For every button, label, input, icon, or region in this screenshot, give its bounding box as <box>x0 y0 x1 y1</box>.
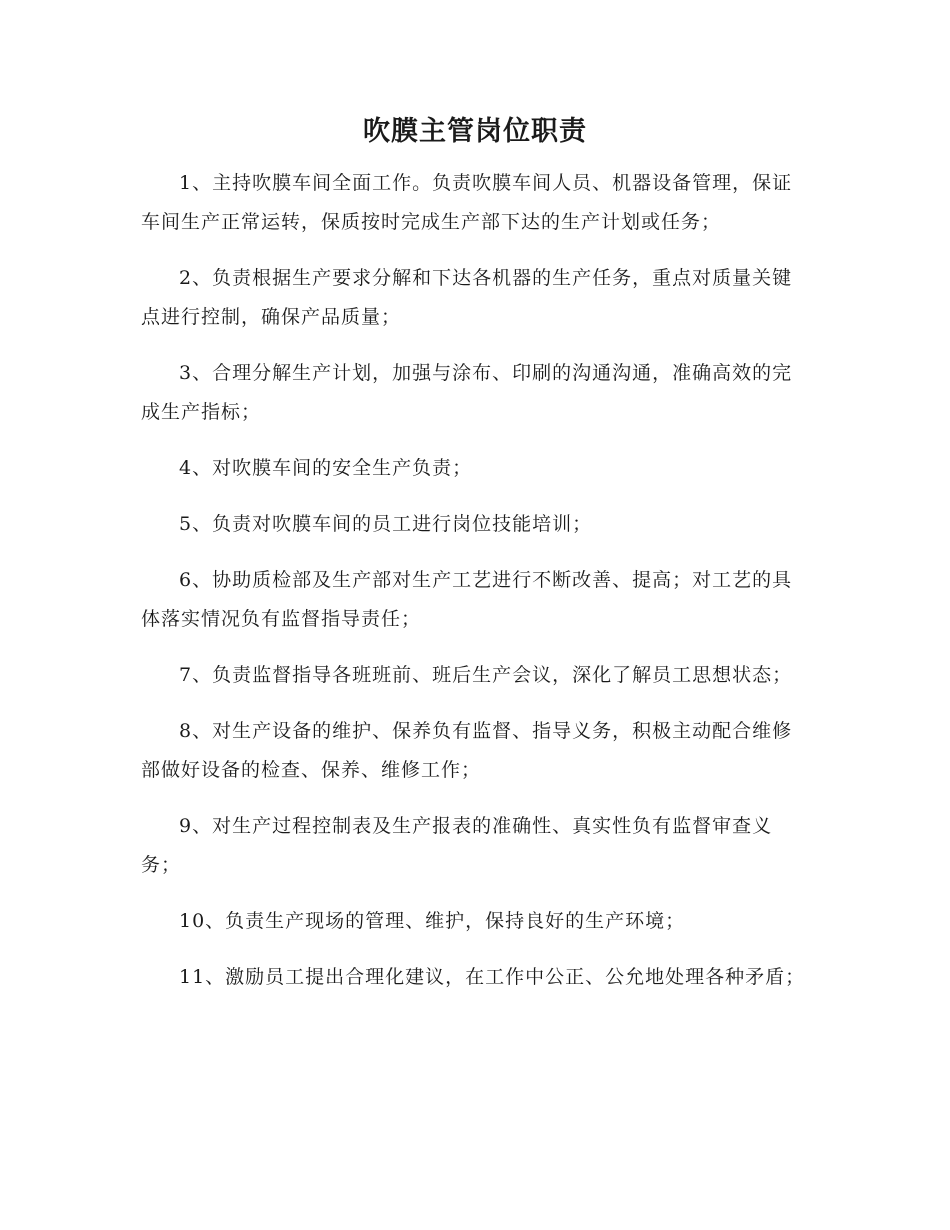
duty-item-2: 2、负责根据生产要求分解和下达各机器的生产任务，重点对质量关键点进行控制，确保产品质量； <box>141 267 793 328</box>
duty-item-7: 7、负责监督指导各班班前、班后生产会议，深化了解员工思想状态； <box>179 664 793 686</box>
duty-item-4: 4、对吹膜车间的安全生产负责； <box>179 457 473 479</box>
duty-item-1: 1、主持吹膜车间全面工作。负责吹膜车间人员、机器设备管理，保证车间生产正常运转，保质按时完成生产部下达的生产计划或任务； <box>141 172 793 233</box>
duty-item-11: 11、激励员工提出合理化建议，在工作中公正、公允地处理各种矛盾； <box>179 966 806 988</box>
duty-item-6: 6、协助质检部及生产部对生产工艺进行不断改善、提高；对工艺的具体落实情况负有监督指导责任； <box>141 569 793 630</box>
duty-item-5: 5、负责对吹膜车间的员工进行岗位技能培训； <box>179 513 593 535</box>
document-body <box>141 164 809 1014</box>
duty-item-8: 8、对生产设备的维护、保养负有监督、指导义务，积极主动配合维修部做好设备的检查、保养、维修工作； <box>141 720 793 781</box>
duty-item-10: 10、负责生产现场的管理、维护，保持良好的生产环境； <box>179 910 686 932</box>
duty-item-3: 3、合理分解生产计划，加强与涂布、印刷的沟通沟通，准确高效的完成生产指标； <box>141 362 793 423</box>
duty-item-9: 9、对生产过程控制表及生产报表的准确性、真实性负有监督审查义务； <box>141 815 773 876</box>
document-title: 吹膜主管岗位职责 <box>363 116 587 147</box>
